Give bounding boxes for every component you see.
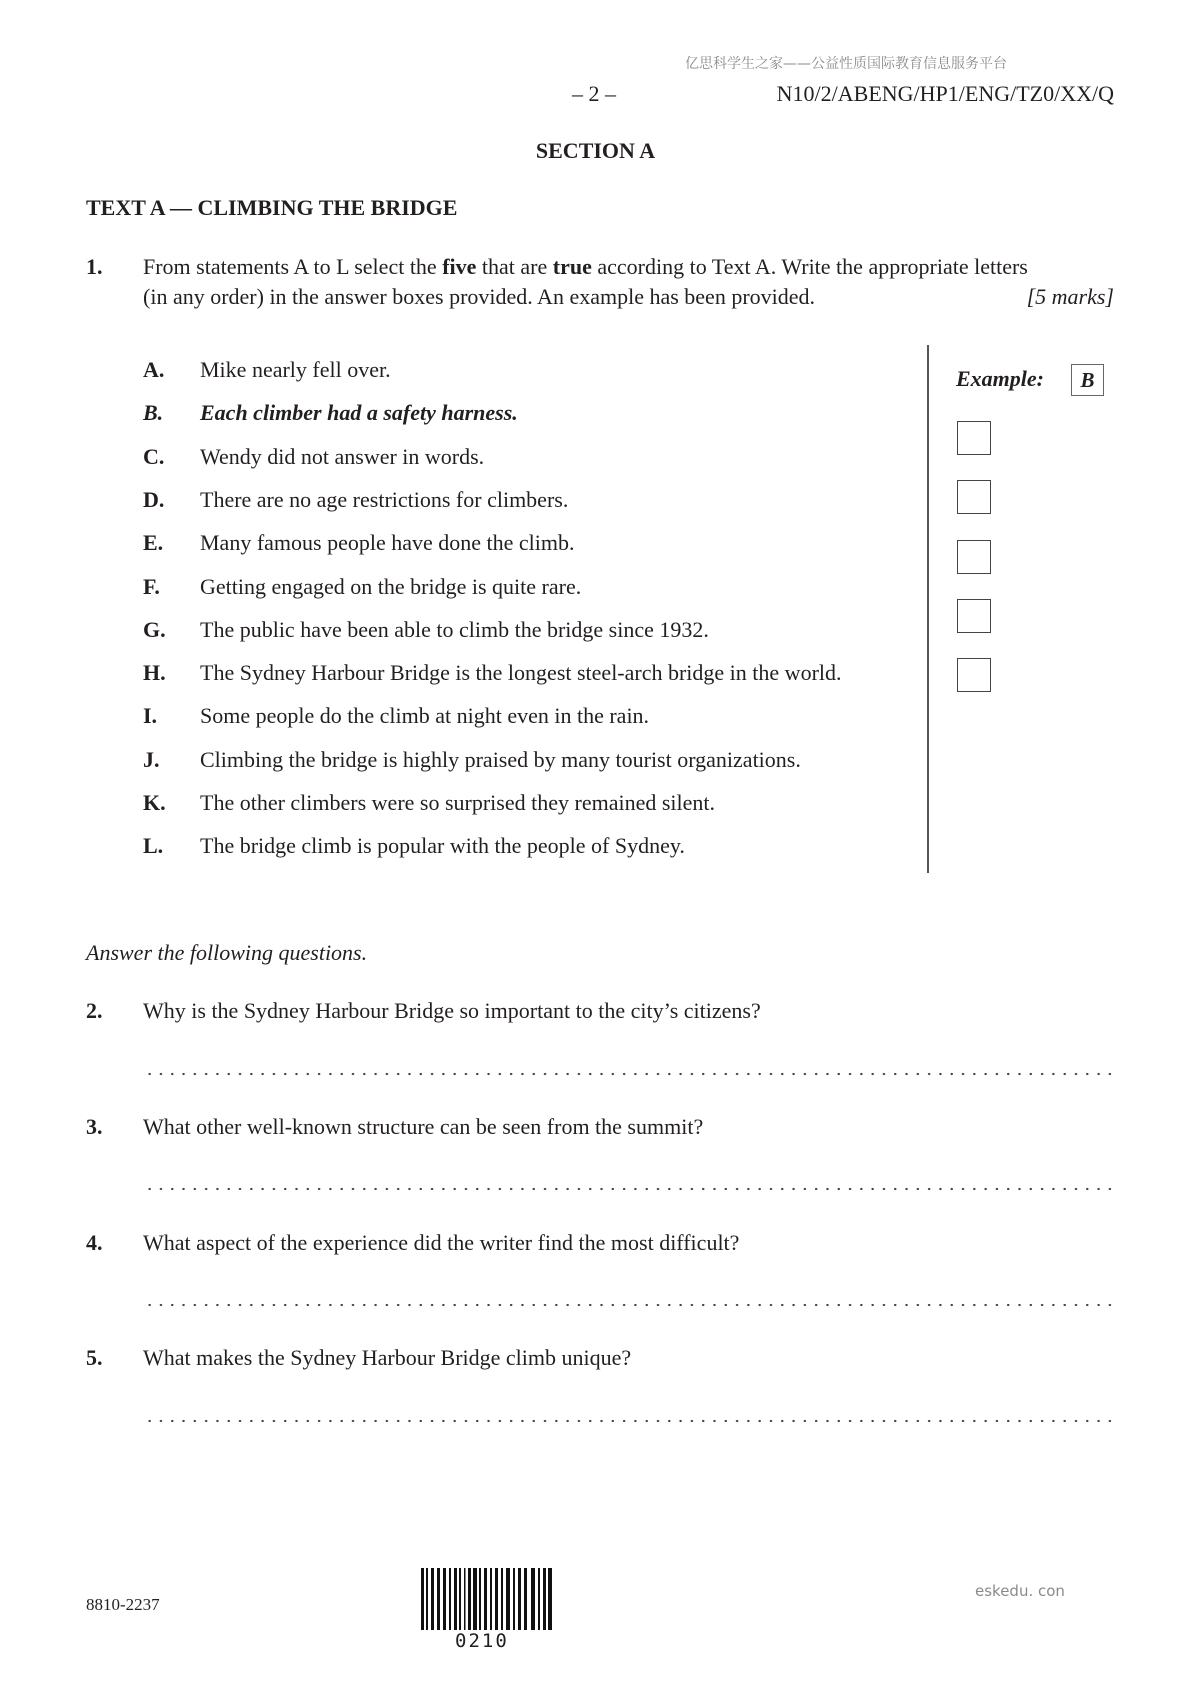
statement-text: There are no age restrictions for climbers. bbox=[200, 486, 569, 512]
question-1-line1 bbox=[143, 254, 1028, 280]
statement-text: Getting engaged on the bridge is quite rare. bbox=[200, 573, 582, 599]
q1-text-part: From statements A to L select the bbox=[143, 254, 443, 279]
question-2-answer-line[interactable] bbox=[144, 1072, 1112, 1076]
q1-emphasis-true: true bbox=[552, 254, 592, 279]
statement-text: Mike nearly fell over. bbox=[200, 357, 391, 382]
question-4-text: What aspect of the experience did the writer find the most difficult? bbox=[143, 1230, 740, 1255]
answer-box-1[interactable] bbox=[957, 421, 991, 455]
example-label: Example: bbox=[956, 366, 1044, 391]
question-5-text: What makes the Sydney Harbour Bridge climb unique? bbox=[143, 1345, 632, 1370]
statement-letter: K. bbox=[143, 790, 166, 815]
question-3-text: What other well-known structure can be seen from the summit? bbox=[143, 1114, 704, 1139]
statement-letter: F. bbox=[143, 573, 160, 599]
statement-text: Some people do the climb at night even in the rain. bbox=[200, 703, 650, 729]
statement-text: Wendy did not answer in words. bbox=[200, 443, 485, 469]
statement-letter: H. bbox=[143, 660, 166, 686]
statement-text: Climbing the bridge is highly praised by many tourist organizations. bbox=[200, 746, 801, 772]
statement-letter: A. bbox=[143, 357, 165, 382]
question-5-answer-line[interactable] bbox=[144, 1419, 1112, 1423]
barcode-icon bbox=[421, 1568, 552, 1630]
statement-text: The public have been able to climb the bridge since 1932. bbox=[200, 616, 709, 642]
statement-text: The bridge climb is popular with the people of Sydney. bbox=[200, 833, 685, 859]
statement-letter: D. bbox=[143, 486, 165, 512]
q1-text-part: according to Text A. Write the appropriate letters bbox=[591, 254, 1028, 279]
statement-letter: G. bbox=[143, 616, 166, 642]
question-1-marks: [5 marks] bbox=[1026, 284, 1114, 309]
q1-text-part: that are bbox=[476, 254, 553, 279]
barcode-number: 0210 bbox=[455, 1630, 509, 1652]
page-number: – 2 – bbox=[572, 81, 616, 106]
question-5-number: 5. bbox=[86, 1345, 103, 1370]
question-4-number: 4. bbox=[86, 1230, 103, 1255]
divider-line bbox=[927, 345, 929, 873]
statement-text: The other climbers were so surprised they remained silent. bbox=[200, 790, 716, 815]
statement-letter: L. bbox=[143, 833, 164, 859]
footer-code: 8810-2237 bbox=[86, 1595, 160, 1614]
answer-box-5[interactable] bbox=[957, 658, 991, 692]
barcode-bars bbox=[421, 1568, 552, 1630]
question-1-line2: (in any order) in the answer boxes provided. An example has been provided. bbox=[143, 284, 816, 309]
question-2-number: 2. bbox=[86, 998, 103, 1023]
question-3-number: 3. bbox=[86, 1114, 103, 1139]
statement-text: Many famous people have done the climb. bbox=[200, 530, 575, 556]
watermark-text: 亿思科学生之家——公益性质国际教育信息服务平台 bbox=[685, 56, 1007, 72]
statement-text: The Sydney Harbour Bridge is the longest steel-arch bridge in the world. bbox=[200, 660, 842, 686]
question-1-number: 1. bbox=[86, 254, 103, 279]
example-answer-box: B bbox=[1071, 364, 1104, 396]
question-2-text: Why is the Sydney Harbour Bridge so important to the city’s citizens? bbox=[143, 998, 761, 1023]
statement-letter: B. bbox=[143, 400, 164, 426]
q1-emphasis-five: five bbox=[442, 254, 477, 279]
question-3-answer-line[interactable] bbox=[144, 1187, 1112, 1191]
statement-letter: J. bbox=[143, 746, 160, 772]
text-title: TEXT A — CLIMBING THE BRIDGE bbox=[86, 195, 458, 220]
statement-text: Each climber had a safety harness. bbox=[200, 400, 518, 426]
answer-box-4[interactable] bbox=[957, 599, 991, 633]
statement-letter: E. bbox=[143, 530, 164, 556]
statement-letter: I. bbox=[143, 703, 158, 729]
site-watermark: eskedu. con bbox=[975, 1582, 1065, 1600]
answer-box-2[interactable] bbox=[957, 480, 991, 514]
question-4-answer-line[interactable] bbox=[144, 1303, 1112, 1307]
instruction-text: Answer the following questions. bbox=[86, 940, 368, 965]
statement-letter: C. bbox=[143, 443, 165, 469]
answer-box-3[interactable] bbox=[957, 540, 991, 574]
section-title: SECTION A bbox=[535, 138, 656, 163]
paper-code: N10/2/ABENG/HP1/ENG/TZ0/XX/Q bbox=[776, 81, 1114, 106]
